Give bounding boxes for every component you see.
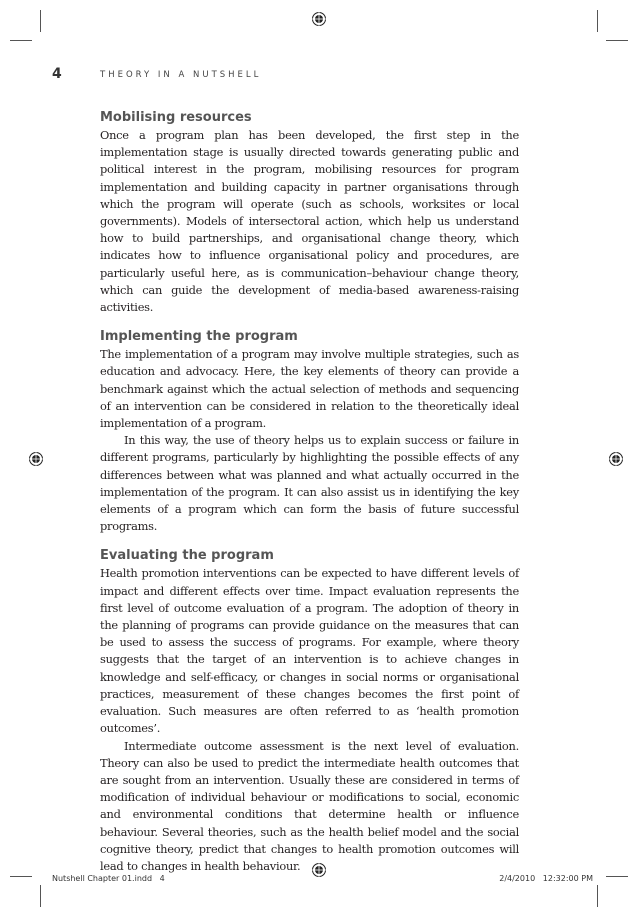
section-heading: Evaluating the program <box>100 548 274 564</box>
body-paragraph: In this way, the use of theory helps us to explain success or failure in different programs, particularly by highlighting the possible effects of any differences between what was planned and what actually occurred in the implementation of the program. It can also assist us in identifying the key elements of a program which can form the basis of future successful programs. <box>100 433 519 534</box>
page-body <box>100 108 519 875</box>
registration-mark-icon <box>311 11 327 27</box>
footer-timestamp: 2/4/2010 12:32:00 PM <box>499 874 593 883</box>
running-header <box>52 66 552 86</box>
section-heading: Mobilising resources <box>100 110 252 125</box>
registration-mark-icon <box>608 451 624 467</box>
crop-mark <box>40 885 41 907</box>
page-number: 4 <box>52 66 62 82</box>
crop-mark <box>606 40 628 41</box>
body-paragraph: The implementation of a program may involve multiple strategies, such as education and advocacy. Here, the key elements of theory can provide a benchmark against which the actual selection of methods and sequencing of an intervention can be considered in relation to the theoretically ideal implementation of a program. <box>100 347 519 431</box>
crop-mark <box>10 876 32 877</box>
crop-mark <box>40 10 41 32</box>
registration-mark-icon <box>28 451 44 467</box>
crop-mark <box>597 10 598 32</box>
crop-mark <box>597 885 598 907</box>
running-head-title: THEORY IN A NUTSHELL <box>100 70 262 80</box>
body-paragraph: Once a program plan has been developed, the first step in the implementation stage is usually directed towards generating public and political interest in the program, mobilising resources for program implementation and building capacity in partner organisations through which the program will operate (such as schools, worksites or local governments). Models of intersectoral action, which help us understand how to build partnerships, and organisational change theory, which indicates how to influence organisational policy and procedures, are particularly useful here, as is communication–behaviour change theory, which can guide the development of media-based awareness-raising activities. <box>100 128 519 315</box>
crop-mark <box>606 876 628 877</box>
body-paragraph: Intermediate outcome assessment is the next level of evaluation. Theory can also be used to predict the intermediate health outcomes that are sought from an intervention. Usually these are considered in terms of modification of individual behaviour or modifications to social, economic and environmental conditions that determine health or influence behaviour. Several theories, such as the health belief model and the social cognitive theory, predict that changes to health promotion outcomes will lead to changes in health behaviour. <box>100 738 519 873</box>
section-heading: Implementing the program <box>100 329 298 345</box>
footer-file-name: Nutshell Chapter 01.indd 4 <box>52 874 165 883</box>
crop-mark <box>10 40 32 41</box>
body-paragraph: Health promotion interventions can be expected to have different levels of impact and different effects over time. Impact evaluation represents the first level of outcome evaluation of a program. The adoption of theory in the planning of programs can provide guidance on the measures that can be used to assess the success of programs. For example, where theory suggests that the target of an intervention is to achieve changes in knowledge and self-efficacy, or changes in social norms or organisational practices, measurement of these changes becomes the first point of evaluation. Such measures are often referred to as ‘health promotion outcomes’. <box>100 566 519 736</box>
